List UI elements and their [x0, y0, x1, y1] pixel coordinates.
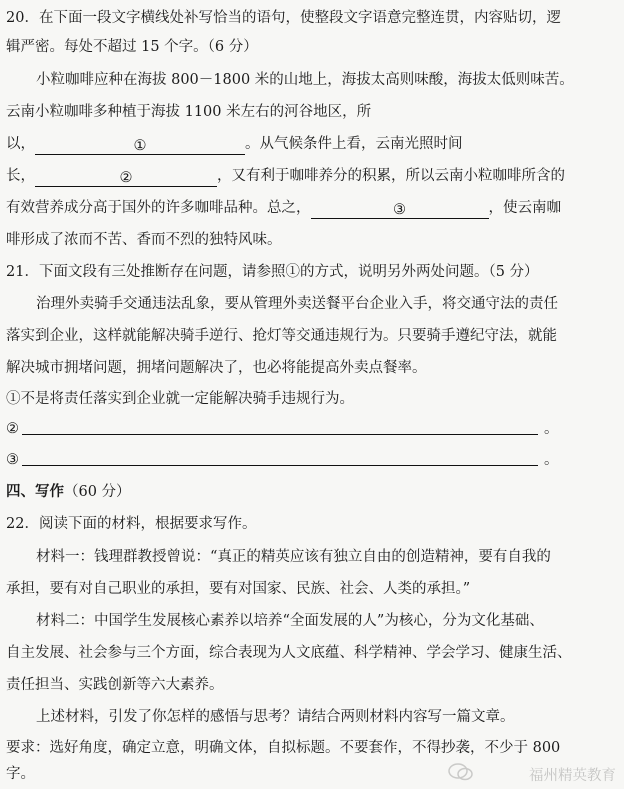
q20-para-line-blank1: 以， ① 。从气候条件上看，云南光照时间 — [6, 136, 463, 154]
q21-para-line: 落实到企业，这样就能解决骑手逆行、抢灯等交通违规行为。只要骑手遵纪守法，就能 — [6, 328, 557, 344]
q22-material-2-cont: 自主发展、社会参与三个方面，综合表现为人文底蕴、科学精神、学会学习、健康生活、 — [6, 645, 572, 661]
answer-blank-3[interactable]: ③ — [311, 200, 489, 219]
q20-header-cont: 辑严密。每处不超过 15 个字。（6 分） — [6, 39, 258, 55]
q21-header: 21．下面文段有三处推断存在问题，请参照①的方式，说明另外两处问题。（5 分） — [6, 264, 539, 280]
q20-para-line-blank2: 长， ② ，又有利于咖啡养分的积累，所以云南小粒咖啡所含的 — [6, 168, 565, 186]
q22-task: 上述材料，引发了你怎样的感悟与思考？请结合两则材料内容写一篇文章。 — [36, 709, 515, 725]
answer-blank-2[interactable]: ② — [35, 168, 217, 187]
watermark-text: 福州精英教育 — [529, 768, 616, 784]
answer-line-2[interactable] — [22, 434, 538, 435]
section-4-title: 四、写作（60 分） — [6, 483, 131, 500]
q22-material-1-cont: 承担，要有对自己职业的承担，要有对国家、民族、社会、人类的承担。” — [6, 581, 471, 597]
q21-answer-3-mark: ③ — [6, 452, 19, 468]
q21-para-line: 治理外卖骑手交通违法乱象，要从管理外卖送餐平台企业入手，将交通守法的责任 — [36, 296, 558, 312]
q20-para-line: 云南小粒咖啡多种植于海拔 1100 米左右的河谷地区，所 — [6, 104, 372, 120]
q20-para-line: 小粒咖啡应种在海拔 800－1800 米的山地上，海拔太高则味酸，海拔太低则味苦。 — [36, 72, 574, 88]
q20-header: 20．在下面一段文字横线处补写恰当的语句，使整段文字语意完整连贯，内容贴切，逻 — [6, 10, 561, 26]
q22-material-2-cont: 责任担当、实践创新等六大素养。 — [6, 677, 224, 693]
answer-line-3-period: 。 — [544, 452, 559, 468]
q22-requirements-cont: 字。 — [6, 766, 35, 782]
answer-line-2-period: 。 — [544, 421, 559, 437]
q20-para-line-blank3: 有效营养成分高于国外的许多咖啡品种。总之， ③ ，使云南咖 — [6, 200, 561, 218]
q22-requirements: 要求：选好角度，确定立意，明确文体，自拟标题。不要套作，不得抄袭，不少于 800 — [6, 740, 561, 756]
q21-para-line: 解决城市拥堵问题，拥堵问题解决了，也必将能提高外卖点餐率。 — [6, 360, 427, 376]
q22-header: 22．阅读下面的材料，根据要求写作。 — [6, 516, 257, 532]
q20-para-line: 啡形成了浓而不苦、香而不烈的独特风味。 — [6, 232, 282, 248]
q22-material-1: 材料一：钱理群教授曾说：“真正的精英应该有独立自由的创造精神，要有自我的 — [36, 549, 551, 565]
q21-answer-1: ①不是将责任落实到企业就一定能解决骑手违规行为。 — [6, 391, 354, 407]
answer-line-3[interactable] — [22, 465, 538, 466]
wechat-logo-icon — [448, 763, 474, 781]
q22-material-2: 材料二：中国学生发展核心素养以培养“全面发展的人”为核心，分为文化基础、 — [36, 613, 544, 629]
answer-blank-1[interactable]: ① — [35, 136, 245, 155]
q21-answer-2-mark: ② — [6, 421, 19, 437]
